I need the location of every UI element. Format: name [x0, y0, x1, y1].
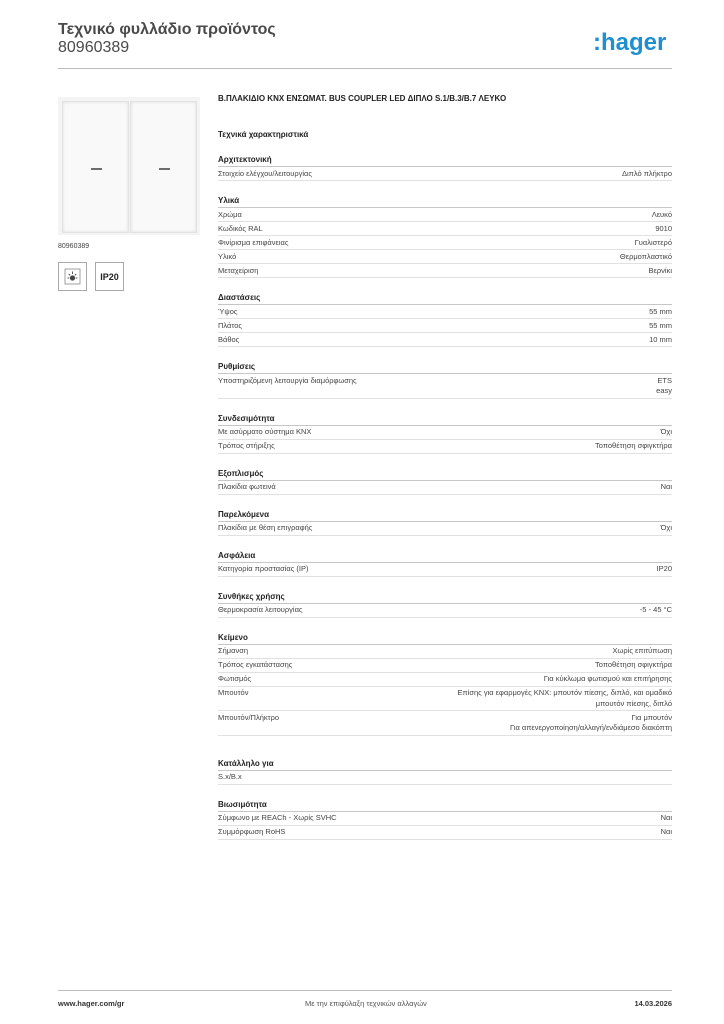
spec-section	[218, 632, 672, 736]
spec-row	[218, 771, 672, 785]
spec-row	[218, 711, 672, 736]
spec-label: Πλακίδια με θέση επιγραφής	[218, 523, 313, 532]
document-title: Τεχνικό φυλλάδιο προϊόντος	[58, 21, 276, 38]
spec-value: Ναι	[660, 813, 672, 822]
spec-row	[218, 333, 672, 347]
spec-row	[218, 426, 672, 440]
spec-row	[218, 374, 672, 399]
spec-value: Λευκό	[651, 209, 672, 219]
spec-value: Για κύκλωμα φωτισμού και επιτήρησης	[543, 674, 672, 683]
spec-row	[218, 236, 672, 250]
ip-rating-badge: IP20	[95, 262, 124, 291]
led-indicator	[91, 168, 102, 170]
spec-label: Φινίρισμα επιφάνειας	[218, 237, 289, 247]
spec-label: Μεταχείριση	[218, 265, 259, 275]
spec-label: Υποστηριζόμενη λειτουργία διαμόρφωσης	[218, 375, 357, 385]
spec-value: 55 mm	[649, 320, 672, 330]
spec-label: Βάθος	[218, 334, 240, 344]
spec-value: Για μπουτόν Για απενεργοποίηση/αλλαγή/ενδιάμεσο διακόπτη	[510, 712, 672, 732]
svg-text::hager: :hager	[593, 29, 667, 56]
spec-row	[218, 440, 672, 454]
section-title: Υλικά	[218, 195, 672, 208]
section-title: Αρχιτεκτονική	[218, 154, 672, 167]
spec-value: Όχι	[660, 427, 672, 436]
tech-heading: Τεχνικά χαρακτηριστικά	[218, 130, 309, 139]
section-title: Συνθήκες χρήσης	[218, 591, 672, 604]
section-title: Κείμενο	[218, 632, 672, 645]
spec-value: Θερμοπλαστικό	[619, 251, 672, 261]
section-title: Βιωσιμότητα	[218, 799, 672, 812]
footer-date: 14.03.2026	[634, 999, 672, 1008]
spec-label: Πλάτος	[218, 320, 243, 330]
spec-row	[218, 645, 672, 659]
light-bulb-icon	[58, 262, 87, 291]
section-title: Παρελκόμενα	[218, 509, 672, 522]
spec-label: Φωτισμός	[218, 674, 252, 683]
spec-row	[218, 208, 672, 222]
spec-row	[218, 673, 672, 687]
spec-value: 55 mm	[649, 306, 672, 316]
spec-label: Με ασύρματο σύστημα KNX	[218, 427, 312, 436]
spec-label: Τρόπος εγκατάστασης	[218, 660, 293, 669]
section-title: Ρυθμίσεις	[218, 361, 672, 374]
spec-label: Κωδικός RAL	[218, 223, 263, 233]
spec-sections	[218, 154, 672, 840]
spec-row	[218, 250, 672, 264]
spec-value: Ναι	[660, 827, 672, 836]
spec-value: Τοποθέτηση σφιγκτήρα	[595, 441, 672, 450]
spec-value: Ναι	[660, 482, 672, 491]
spec-value: Επίσης για εφαρμογές KNX: μπουτόν πίεσης, διπλό, και ομαδικό μπουτόν πίεσης, διπλό	[457, 688, 672, 708]
spec-row	[218, 305, 672, 319]
spec-label: Υλικό	[218, 251, 237, 261]
product-title: Β.ΠΛΑΚΙΔΙΟ KNX ΕΝΣΩΜΑΤ. BUS COUPLER LED ΔΙΠΛΟ S.1/B.3/B.7 ΛΕΥΚΟ	[218, 94, 507, 103]
spec-label: Ύψος	[218, 306, 238, 316]
footer-note: Με την επιφύλαξη τεχνικών αλλαγών	[305, 999, 427, 1008]
led-indicator	[159, 168, 170, 170]
spec-row	[218, 319, 672, 333]
section-title: Διαστάσεις	[218, 292, 672, 305]
product-photo	[58, 97, 200, 235]
spec-label: Μπουτόν/Πλήκτρο	[218, 712, 280, 722]
spec-label: Χρώμα	[218, 209, 242, 219]
rocker-right	[130, 101, 197, 233]
spec-row	[218, 659, 672, 673]
header-divider	[58, 68, 672, 69]
section-title: Συνδεσιμότητα	[218, 413, 672, 426]
spec-section	[218, 591, 672, 618]
spec-content	[218, 94, 672, 854]
spec-label: Συμμόρφωση RoHS	[218, 827, 286, 836]
spec-row	[218, 812, 672, 826]
spec-value: ETS easy	[656, 375, 672, 395]
spec-label: S.x/B.x	[218, 772, 242, 781]
spec-row	[218, 264, 672, 278]
footer-divider	[58, 990, 672, 991]
spec-row	[218, 222, 672, 236]
spec-row	[218, 167, 672, 181]
spec-label: Μπουτόν	[218, 688, 249, 697]
spec-label: Σήμανση	[218, 646, 249, 655]
spec-section	[218, 758, 672, 785]
rocker-left	[62, 101, 129, 233]
spec-section	[218, 468, 672, 495]
spec-label: Θερμοκρασία λειτουργίας	[218, 605, 303, 614]
spec-section	[218, 195, 672, 278]
spec-value: Βερνίκι	[648, 265, 672, 275]
spec-row	[218, 522, 672, 536]
spec-label: Σύμφωνο με REACh - Χωρίς SVHC	[218, 813, 337, 822]
section-title: Κατάλληλο για	[218, 758, 672, 771]
spec-row	[218, 687, 672, 712]
spec-row	[218, 826, 672, 840]
spec-section	[218, 550, 672, 577]
spec-section	[218, 509, 672, 536]
spec-row	[218, 604, 672, 618]
spec-value: 10 mm	[649, 334, 672, 344]
spec-label: Στοιχείο ελέγχου/λειτουργίας	[218, 168, 312, 178]
spec-label: Πλακίδια φωτεινά	[218, 482, 276, 491]
spec-value: Τοποθέτηση σφιγκτήρα	[595, 660, 672, 669]
hager-logo	[593, 28, 675, 56]
spec-section	[218, 413, 672, 454]
section-title: Εξοπλισμός	[218, 468, 672, 481]
spec-value: -5 - 45 °C	[639, 605, 672, 614]
document-number: 80960389	[58, 39, 130, 56]
spec-row	[218, 481, 672, 495]
spec-label: Κατηγορία προστασίας (IP)	[218, 564, 309, 573]
spec-value: Γυαλιστερό	[634, 237, 672, 247]
spec-section	[218, 799, 672, 840]
spec-label: Τρόπος στήριξης	[218, 441, 275, 450]
spec-value: 9010	[655, 223, 672, 233]
footer-url[interactable]: www.hager.com/gr	[58, 999, 125, 1008]
spec-row	[218, 563, 672, 577]
spec-section	[218, 292, 672, 347]
spec-value: Χωρίς επιτύπωση	[612, 646, 672, 655]
spec-section	[218, 154, 672, 181]
spec-value: IP20	[656, 564, 672, 573]
spec-value: Όχι	[660, 523, 672, 532]
spec-section	[218, 361, 672, 399]
spec-value: Διπλό πλήκτρο	[622, 168, 672, 178]
section-title: Ασφάλεια	[218, 550, 672, 563]
photo-caption: 80960389	[58, 243, 90, 250]
